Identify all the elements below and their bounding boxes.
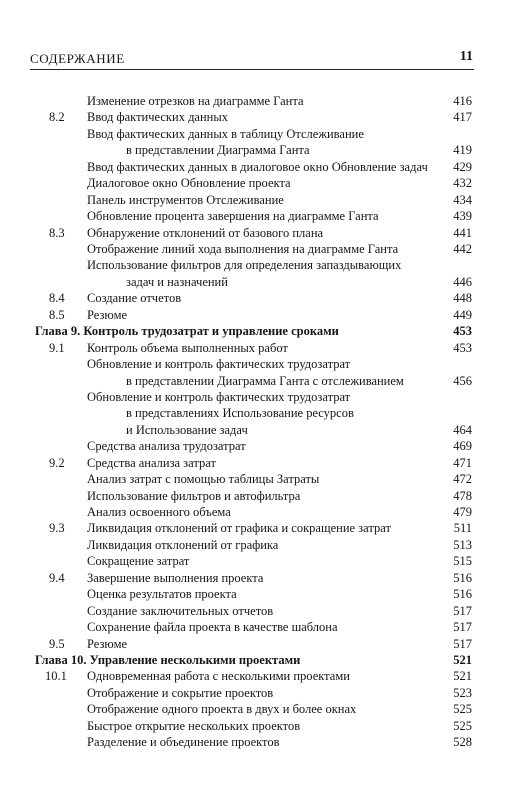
toc-entry <box>0 668 518 684</box>
toc-title: Ввод фактических данных в диалоговое окно Обновление задач <box>87 159 428 174</box>
toc-section-number: 9.1 <box>49 340 65 355</box>
toc-entry <box>0 471 518 487</box>
toc-title: Анализ затрат с помощью таблицы Затраты <box>87 472 320 487</box>
toc-page-number: 525 <box>453 702 472 717</box>
toc-title: Создание заключительных отчетов <box>87 603 274 618</box>
toc-title: Обновление и контроль фактических трудозатрат <box>87 389 351 404</box>
toc-page-number: 453 <box>453 324 472 339</box>
toc-entry <box>0 520 518 536</box>
toc-page-number: 442 <box>453 242 472 256</box>
toc-title: Обновление процента завершения на диаграмме Ганта <box>87 209 379 224</box>
toc-title: Ликвидация отклонений от графика и сокращение затрат <box>87 521 391 536</box>
toc-section-number: 9.3 <box>49 521 65 536</box>
toc-entry <box>0 225 518 241</box>
toc-section-number: 9.5 <box>49 636 65 651</box>
toc-page-number: 441 <box>453 225 472 240</box>
toc-page-number: 446 <box>453 274 472 289</box>
toc-page-number: 471 <box>453 455 472 470</box>
toc-title: Использование фильтров для определения запаздывающих <box>87 258 402 273</box>
toc-title: Отображение одного проекта в двух и более окнах <box>87 702 357 717</box>
toc-title: и Использование задач <box>126 422 248 437</box>
toc-page-number: 478 <box>453 488 472 503</box>
toc-title: Средства анализа затрат <box>87 455 216 470</box>
toc-page-number: 417 <box>453 110 472 125</box>
toc-entry <box>0 685 518 701</box>
toc-page-number: 523 <box>453 685 472 700</box>
toc-title: Сокращение затрат <box>87 554 190 569</box>
toc-page-number: 515 <box>453 554 472 569</box>
toc-page-number: 521 <box>453 669 472 684</box>
toc-section-number: 10.1 <box>45 669 67 684</box>
toc-page-number: 453 <box>453 340 472 355</box>
toc-entry <box>0 192 518 208</box>
toc-title: Глава 10. Управление несколькими проектами <box>35 653 301 667</box>
toc-page-number: 434 <box>453 192 472 207</box>
toc-page-number: 456 <box>453 373 472 388</box>
toc-page-number: 525 <box>453 718 472 733</box>
toc-entry <box>0 356 518 372</box>
toc-title: Панель инструментов Отслеживание <box>87 192 284 207</box>
toc-title: Оценка результатов проекта <box>87 587 237 602</box>
toc-entry <box>0 504 518 520</box>
toc-entry <box>0 570 518 586</box>
toc-page-number: 429 <box>453 159 472 174</box>
toc-entry <box>0 307 518 323</box>
toc-page-number: 517 <box>453 620 472 635</box>
toc-entry <box>0 290 518 306</box>
toc-entry <box>0 718 518 734</box>
toc-entry <box>0 208 518 224</box>
toc-section-number: 8.5 <box>49 307 65 322</box>
toc-page-number: 439 <box>453 209 472 224</box>
toc-entry <box>0 537 518 553</box>
toc-page-number: 528 <box>453 735 472 750</box>
toc-title: Изменение отрезков на диаграмме Ганта <box>87 94 304 108</box>
toc-entry <box>0 126 518 142</box>
toc-entry <box>0 257 518 273</box>
toc-entry <box>0 274 518 290</box>
toc-entry <box>0 175 518 191</box>
toc-page-number: 517 <box>453 636 472 651</box>
toc-entry <box>0 488 518 504</box>
toc-entry <box>0 109 518 125</box>
toc-page-number: 449 <box>453 307 472 322</box>
toc-section-number: 8.4 <box>49 291 65 306</box>
toc-page-number: 419 <box>453 143 472 158</box>
toc-entry <box>0 405 518 421</box>
toc-title: Резюме <box>87 307 128 322</box>
toc-entry <box>0 241 518 257</box>
toc-title: Ввод фактических данных в таблицу Отслеживание <box>87 126 364 141</box>
toc-page-number: 511 <box>453 521 472 536</box>
toc-entry <box>0 340 518 356</box>
toc-chapter <box>0 323 518 339</box>
toc-entry <box>0 701 518 717</box>
toc-page-number: 521 <box>453 653 472 667</box>
toc-page-number: 516 <box>453 570 472 585</box>
toc-title: Одновременная работа с несколькими проектами <box>87 669 350 684</box>
toc-chapter <box>0 652 518 668</box>
toc-title: Разделение и объединение проектов <box>87 735 280 750</box>
toc-title: Глава 9. Контроль трудозатрат и управление сроками <box>35 324 339 339</box>
toc-entry <box>0 734 518 750</box>
toc-entry <box>0 373 518 389</box>
toc-section-number: 8.2 <box>49 110 65 125</box>
toc-title: Ввод фактических данных <box>87 110 229 125</box>
toc-page-number: 513 <box>453 537 472 552</box>
toc-entry <box>0 586 518 602</box>
toc-title: Быстрое открытие нескольких проектов <box>87 718 301 733</box>
page-number: 11 <box>459 49 473 64</box>
toc-page-number: 472 <box>453 472 472 487</box>
toc-entry <box>0 455 518 471</box>
toc-entry <box>0 603 518 619</box>
toc-entry <box>0 636 518 652</box>
toc-title: Обновление и контроль фактических трудозатрат <box>87 357 351 371</box>
toc-title: Отображение и сокрытие проектов <box>87 685 274 700</box>
toc-title: в представлениях Использование ресурсов <box>126 406 354 421</box>
toc-page-number: 432 <box>453 176 472 191</box>
toc-title: Средства анализа трудозатрат <box>87 439 246 454</box>
toc-page-number: 464 <box>453 422 472 437</box>
toc-section-number: 8.3 <box>49 225 65 240</box>
toc-title: Контроль объема выполненных работ <box>87 340 288 355</box>
toc-page-number: 448 <box>453 291 472 306</box>
toc-title: Ликвидация отклонений от графика <box>87 537 279 552</box>
toc-title: Создание отчетов <box>87 291 182 306</box>
toc-title: Обнаружение отклонений от базового плана <box>87 225 324 240</box>
toc-page-number: 516 <box>453 587 472 602</box>
toc-title: Анализ освоенного объема <box>87 505 231 519</box>
toc-section-number: 9.2 <box>49 455 65 470</box>
toc-entry <box>0 553 518 569</box>
toc-entry <box>0 438 518 454</box>
toc-title: Использование фильтров и автофильтра <box>87 488 301 503</box>
toc-title: Отображение линий хода выполнения на диаграмме Ганта <box>87 242 399 256</box>
toc-page-number: 469 <box>453 439 472 454</box>
toc-title: Сохранение файла проекта в качестве шаблона <box>87 620 338 635</box>
toc-entry <box>0 142 518 158</box>
toc-title: Завершение выполнения проекта <box>87 570 264 585</box>
toc-title: в представлении Диаграмма Ганта с отслеживанием <box>126 373 404 388</box>
toc-entry <box>0 389 518 405</box>
toc-entry <box>0 93 518 109</box>
running-header-title: СОДЕРЖАНИЕ <box>30 51 125 66</box>
toc-title: задач и назначений <box>126 274 228 289</box>
toc-page-number: 416 <box>453 94 472 108</box>
toc-page-number: 479 <box>453 505 472 519</box>
toc-title: Резюме <box>87 636 128 651</box>
toc-title: в представлении Диаграмма Ганта <box>126 143 310 158</box>
toc-title: Диалоговое окно Обновление проекта <box>87 176 291 191</box>
toc-section-number: 9.4 <box>49 570 65 585</box>
toc-entry <box>0 422 518 438</box>
toc-entry <box>0 159 518 175</box>
toc-page-number: 517 <box>453 603 472 618</box>
toc-entry <box>0 619 518 635</box>
